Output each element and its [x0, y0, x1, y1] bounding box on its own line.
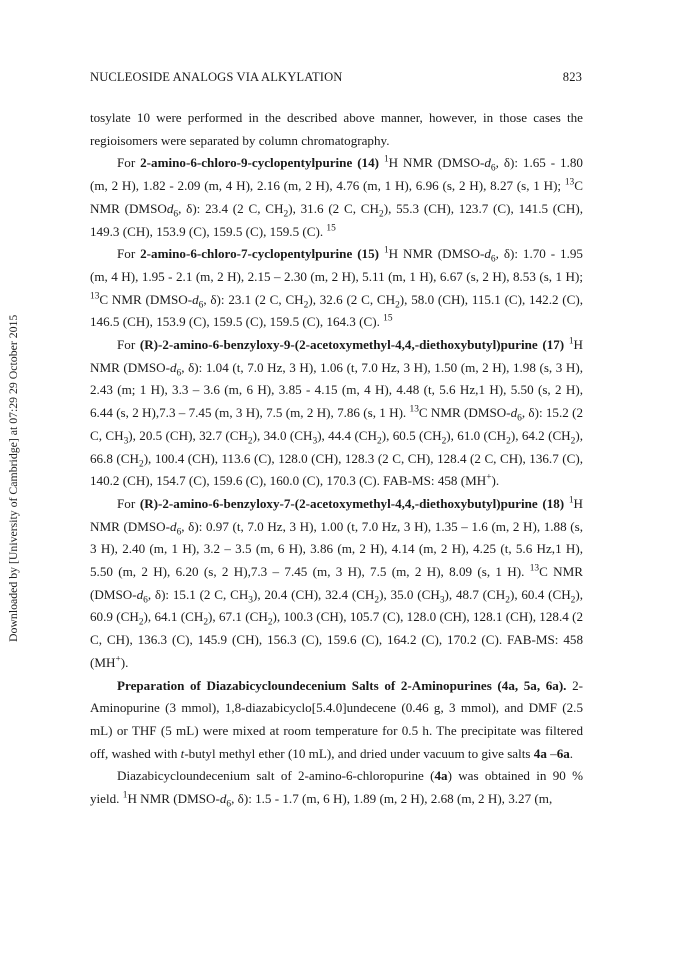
reference-marker: 15: [383, 313, 393, 324]
section-heading: Preparation of Diazabicycloundecenium Salts of 2-Aminopurines (4a, 5a, 6a).: [117, 677, 567, 693]
compound-name: 2-amino-6-chloro-9-cyclopentylpurine (14): [140, 155, 380, 171]
paragraph-compound-18: For (R)-2-amino-6-benzyloxy-7-(2-acetoxymethyl-4,4,-diethoxybutyl)purine (18) $^1$H NMR ($DMSO-d_6$, δ): 0.97 (t, 7.0 Hz, 3 H), 1.00 (t, 7.0 Hz, 3 H), 1.35 – 1.6 (m, 2 H), 1.88 (s, 3 H), 2.40 (m, 1 H), 3.2 – 3.5 (m, 6 H), 3.86 (m, 2 H), 4.14 (m, 2 H), 4.25 (t, 5.6 Hz,1 H), 5.50 (m, 2 H), 6.20 (s, 2 H),7.3 – 7.45 (m, 3 H), 7.5 (m, 2 H), 8.09 (s, 1 H). $^{13}$C NMR ($DMSO-d_6$, δ): 15.1 (2 C, $CH_3$), 20.4 (CH), 32.4 $(CH_2)$, 35.0 $(CH_3)$, 48.7 $(CH_2)$, 60.4 $(CH_2)$, 60.9 $(CH_2)$, 64.1 $(CH_2)$, 67.1 $(CH_2)$, 100.3 (CH), 105.7 (C), 128.0 (CH), 128.1 (CH), 128.4 (2 C, CH), 136.3 (C), 145.9 (CH), 156.3 (C), 159.6 (C), 164.2 (C), 170.2 (C). FAB-MS: 458 (MH+).: [90, 495, 584, 670]
compound-name: (R)-2-amino-6-benzyloxy-7-(2-acetoxymethyl-4,4,-diethoxybutyl)purine (18): [139, 495, 565, 511]
compound-name: (R)-2-amino-6-benzyloxy-9-(2-acetoxymethyl-4,4,-diethoxybutyl)purine (17): [139, 337, 565, 353]
paragraph-0: tosylate 10 were performed in the described above manner, however, in those cases the regioisomers were separated by column chromatography.: [90, 110, 583, 148]
paragraph-compound-15: For 2-amino-6-chloro-7-cyclopentylpurine (15) $^1$H NMR ($DMSO-d_6$, δ): 1.70 - 1.95 (m, 4 H), 1.95 - 2.1 (m, 2 H), 2.15 – 2.30 (m, 2 H), 5.11 (m, 1 H), 6.67 (s, 2 H), 8.53 (s, 1 H); $^{13}$C NMR ($DMSO-d_6$, δ): 23.1 (2 C, $CH_2$), 32.6 (2 C, $CH_2$), 58.0 (CH), 115.1 (C), 142.2 (C), 146.5 (CH), 153.9 (C), 159.5 (C), 159.5 (C), 164.3 (C). $^{15}$: [90, 245, 584, 330]
article-body: [90, 107, 583, 811]
paragraph-compound-17: For (R)-2-amino-6-benzyloxy-9-(2-acetoxymethyl-4,4,-diethoxybutyl)purine (17) $^1$H NMR ($DMSO-d_6$, δ): 1.04 (t, 7.0 Hz, 3 H), 1.06 (t, 7.0 Hz, 3 H), 1.50 (m, 2 H), 1.98 (s, 3 H), 2.43 (m; 1 H), 3.3 – 3.6 (m, 6 H), 3.85 - 4.15 (m, 4 H), 4.48 (t, 5.6 Hz,1 H), 5.50 (s, 2 H), 6.44 (s, 2 H),7.3 – 7.45 (m, 3 H), 7.5 (m, 2 H), 7.86 (s, 1 H). $^{13}$C NMR ($DMSO-d_6$, δ): 15.2 (2 C, $CH_3$), 20.5 (CH), 32.7 $(CH_2)$, 34.0 $(CH_3)$, 44.4 $(CH_2)$, 60.5 $(CH_2)$, 61.0 $(CH_2)$, 64.2 $(CH_2)$, 66.8 $(CH_2)$, 100.4 (CH), 113.6 (C), 128.0 (CH), 128.3 (2 C, CH), 128.4 (2 C, CH), 136.7 (C), 140.2 (CH), 154.7 (C), 159.6 (C), 160.0 (C), 170.3 (C). FAB-MS: 458 (MH+).: [90, 336, 584, 489]
compound-name: 2-amino-6-chloro-7-cyclopentylpurine (15): [140, 246, 380, 262]
download-watermark: Downloaded by [University of Cambridge] at 07:29 29 October 2015: [6, 314, 20, 642]
page-number: 823: [562, 70, 582, 84]
paragraph-compound-14: For 2-amino-6-chloro-9-cyclopentylpurine (14) $^1$H NMR ($DMSO-d_6$, δ): 1.65 - 1.80 (m, 2 H), 1.82 - 2.09 (m, 4 H), 2.16 (m, 2 H), 4.76 (m, 1 H), 6.96 (s, 2 H), 8.27 (s, 1 H); $^{13}$C NMR (DMSOd$_6$, δ): 23.4 (2 C, $CH_2$), 31.6 (2 C, $CH_2$), 55.3 (CH), 123.7 (C), 141.5 (CH), 149.3 (CH), 153.9 (C), 159.5 (C), 159.5 (C). $^{15}$: [90, 155, 583, 239]
paragraph-salt-4a: Diazabicycloundecenium salt of 2-amino-6-chloropurine (4a) was obtained in 90 % yield. $^1$H NMR ($DMSO-d_6$, δ): 1.5 - 1.7 (m, 6 H), 1.89 (m, 2 H), 2.68 (m, 2 H), 3.27 (m,: [90, 768, 583, 810]
running-title: NUCLEOSIDE ANALOGS VIA ALKYLATION: [90, 70, 343, 84]
paragraph-preparation: Preparation of Diazabicycloundecenium Salts of 2-Aminopurines (4a, 5a, 6a). 2-Aminopurine (3 mmol), 1,8-diazabicyclo[5.4.0]undecene (0.46 g, 3 mmol), and DMF (2.5 mL) or THF (5 mL) were mixed at room temperature for 0.5 h. The precipitate was filtered off, washed with t-butyl methyl ether (10 mL), and dried under vacuum to give salts 4a –6a.: [90, 677, 583, 761]
reference-marker: 15: [326, 223, 336, 234]
